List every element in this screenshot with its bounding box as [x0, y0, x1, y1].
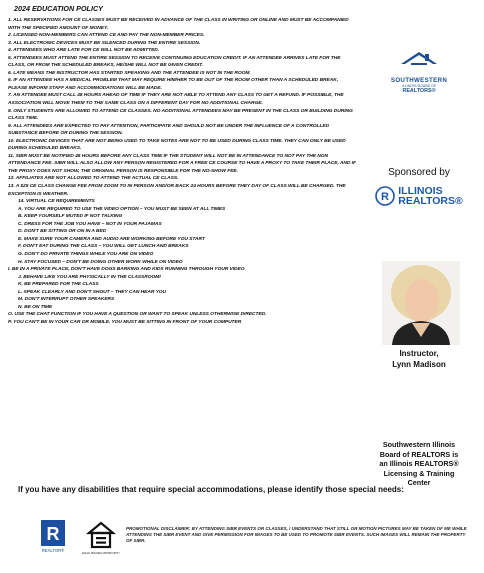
- policy-item: H. STAY FOCUSED – DON'T BE DOING OTHER WORK WHILE ON VIDEO: [18, 259, 183, 265]
- policy-item: 6. LATE MEANS THE INSTRUCTOR HAS STARTED SPEAKING AND THE ATTENDEE IS NOT IN THE ROOM.: [8, 70, 251, 76]
- policy-item: I. BE IN A PRIVATE PLACE, DON'T HAVE DOGS BARKING AND KIDS RUNNING THROUGH YOUR VIDEO: [8, 267, 245, 273]
- southwestern-name: SOUTHWESTERN: [390, 77, 448, 84]
- equal-housing-icon: [82, 519, 120, 557]
- policy-item: K. BE PREPARED FOR THE CLASS: [18, 282, 99, 288]
- policy-item: A. YOU ARE REQUIRED TO USE THE VIDEO OPTION – YOU MUST BE SEEN AT ALL TIMES: [18, 206, 226, 212]
- policy-item: E. MAKE SURE YOUR CAMERA AND AUDIO ARE WORKING BEFORE YOU START: [18, 236, 205, 242]
- eho-text: EQUAL HOUSING OPPORTUNITY: [82, 552, 120, 555]
- instructor-label: Instructor,: [399, 349, 439, 358]
- illinois-r-icon: [375, 185, 395, 207]
- policy-item: J. BEHAVE LIKE YOU ARE PHYSICALLY IN THE CLASSROOM!: [18, 274, 161, 280]
- house-roof-icon: [397, 50, 441, 72]
- special-needs-prompt: If you have any disabilities that require special accommodations, please identify those special needs:: [18, 485, 404, 494]
- policy-item: P. YOU CAN'T BE IN YOUR CAR OR MOBILE. YOU MUST BE SITTING IN FRONT OF YOUR COMPUTER: [8, 319, 242, 325]
- policy-title: 2024 EDUCATION POLICY: [14, 4, 103, 13]
- education-policy: [8, 4, 356, 326]
- policy-item: 11. SIBR MUST BE NOTIFIED 48 HOURS BEFORE ANY CLASS TIME IF THE STUDENT WILL NOT BE IN ATTENDANCE TO NOT PAY THE NON ATTENDANCE FEE. SIBR WILL ALSO ALLOW ANY PERSON REGISTERED FOR A FREE CE COURSE TO HAVE A PROXY TO TAKE THEIR PLACE, AND IF THE PROXY DOES NOT SHOW, THE ORIGINAL PERSON IS RESPONSIBLE FOR THE NO-SHOW FEE.: [8, 153, 356, 174]
- policy-item: 7. AN ATTENDEE MUST CALL 48 HOURS AHEAD OF TIME IF THEY ARE NOT ABLE TO ATTEND ANY CLASS TO GET A REFUND. IF POSSIBLE, THE ASSOCIATION WILL MOVE THEM TO THE SAME CLASS ON A DIFFERENT DAY FOR NO ADDITIONAL CHARGE.: [8, 93, 344, 107]
- policy-item: 4. ATTENDEES WHO ARE LATE FOR CE WILL NOT BE ADMITTED.: [8, 48, 160, 54]
- policy-item: F. DON'T EAT DURING THE CLASS – YOU WILL GET LUNCH AND BREAKS: [18, 244, 189, 250]
- policy-item: M. DON'T INTERRUPT OTHER SPEAKERS: [18, 297, 115, 303]
- sponsored-by: Sponsored by: [388, 167, 450, 178]
- realtor-logo-icon: [40, 519, 66, 555]
- policy-item: L. SPEAK CLEARLY AND DON'T SHOUT – THEY CAN HEAR YOU: [18, 289, 167, 295]
- svg-text:R: R: [381, 191, 390, 203]
- realtor-logo-text: REALTOR®: [41, 548, 65, 553]
- center-line: Center: [407, 478, 431, 488]
- policy-item: 13. A $25 CE CLASS CHANGE FEE FROM ZOOM TO IN PERSON AND/OR BACK 24 HOURS BEFORE THEY DAY OF CLASS WILL BE CHARGED. THE EXCEPTION IS WEATHER.: [8, 184, 346, 197]
- policy-item: O. USE THE CHAT FUNCTION IF YOU HAVE A QUESTION OR WANT TO SPEAK UNLESS OTHERWISE DIRECTED.: [8, 312, 267, 318]
- instructor-name: Lynn Madison: [392, 360, 446, 369]
- illinois-line2: REALTORS®: [398, 195, 463, 207]
- center-line: Southwestern Illinois: [382, 440, 456, 449]
- policy-item: 9. ALL ATTENDEES ARE EXPECTED TO PAY ATTENTION, PARTICIPATE AND SHOULD NOT BE UNDER THE INFLUENCE OF A CONTROLLED SUBSTANCE BEFORE OR DURING THE SESSION.: [8, 123, 330, 137]
- illinois-realtors-logo: [360, 185, 478, 207]
- center-line: Board of REALTORS is: [379, 449, 459, 459]
- policy-item: C. DRESS FOR THE JOB YOU HAVE – NOT IN YOUR PAJAMAS: [18, 221, 162, 227]
- promotional-disclaimer: PROMOTIONAL DISCLAIMER: BY ATTENDING SIBR EVENTS OR CLASSES, I UNDERSTAND THAT STILL OR MOTION PICTURES MAY BE TAKEN OF ME WHILE ATTENDING THE SIBR EVENT AND GIVE PERMISSION FOR IMAGES TO BE USED TO PROMOTE SIBR EVENTS. SUCH IMAGES WILL REMAIN THE PROPERTY OF SIBR.: [126, 526, 467, 544]
- center-line: Licensing & Training: [383, 468, 455, 478]
- southwestern-realtors: REALTORS®: [402, 88, 436, 94]
- policy-item: G. DON'T DO PRIVATE THINGS WHILE YOU ARE ON VIDEO: [18, 251, 154, 257]
- southwestern-tagline: ILLINOIS BOARD OF: [401, 84, 437, 88]
- policy-item: 12. AFFILIATES ARE NOT ALLOWED TO ATTEND THE ACTUAL CE CLASS.: [8, 176, 179, 182]
- policy-item: 8. ONLY STUDENTS ARE ALLOWED TO ATTEND CE CLASSES. NO ADDITIONAL ATTENDEES MAY BE PRESENT IN THE CLASS OR BUILDING DURING CLASS TIME.: [8, 108, 353, 122]
- policy-item: B. KEEP YOURSELF MUTED IF NOT TALKING: [18, 214, 123, 220]
- policy-item: 6. IF AN ATTENDEE HAS A MEDICAL PROBLEM THAT MAY REQUIRE HIM/HER TO BE OUT OF THE ROOM OTHER THAN A SCHEDULED BREAK, PLEASE INFORM STAFF AND ACCOMMODATIONS WILL BE MADE.: [8, 78, 339, 91]
- svg-text:R: R: [46, 524, 60, 544]
- policy-item: 5. ATTENDEES MUST ATTEND THE ENTIRE SESSION TO RECEIVE CONTINUING EDUCATION CREDIT. IF AN ATTENDEE ARRIVES LATE FOR THE CLASS, OR FROM THE SCHEDULED BREAKS, HE/SHE WILL NOT BE GIVEN CREDIT.: [8, 55, 341, 69]
- policy-item: 14. VIRTUAL CE REQUIREMENTS: [18, 199, 95, 205]
- policy-item: 10. ELECTRONIC DEVICES THAT ARE NOT BEING USED TO TAKE NOTES ARE NOT TO BE USED DURING CLASS TIME. THEY CAN ONLY BE USED DURING SCHEDULED BREAKS.: [8, 138, 346, 152]
- policy-list: [8, 17, 356, 326]
- policy-item: 3. ALL ELECTRONIC DEVICES MUST BE SILENCED DURING THE ENTIRE SESSION.: [8, 40, 201, 46]
- instructor-caption: [360, 348, 478, 370]
- training-center-note: [360, 440, 478, 488]
- center-line: an Illinois REALTORS®: [379, 459, 459, 469]
- instructor-photo: [382, 261, 460, 345]
- policy-item: D. DON'T BE SITTING OR ON IN A BED: [18, 229, 107, 235]
- southwestern-logo: [360, 50, 478, 94]
- illinois-line1: ILLINOIS: [398, 185, 443, 197]
- policy-item: N. BE ON TIME: [18, 304, 53, 310]
- policy-item: 2. LICENSED NON-MEMBERS CAN ATTEND CE AND PAY THE NON-MEMBER PRICES.: [8, 33, 205, 39]
- policy-item: 1. ALL RESERVATIONS FOR CE CLASSES MUST BE RECEIVED IN ADVANCE OF THE CLASS IN WRITING OR ONLINE AND MUST BE ACCOMPANIED WITH THE SPECIFIED AMOUNT OF MONEY.: [8, 18, 349, 31]
